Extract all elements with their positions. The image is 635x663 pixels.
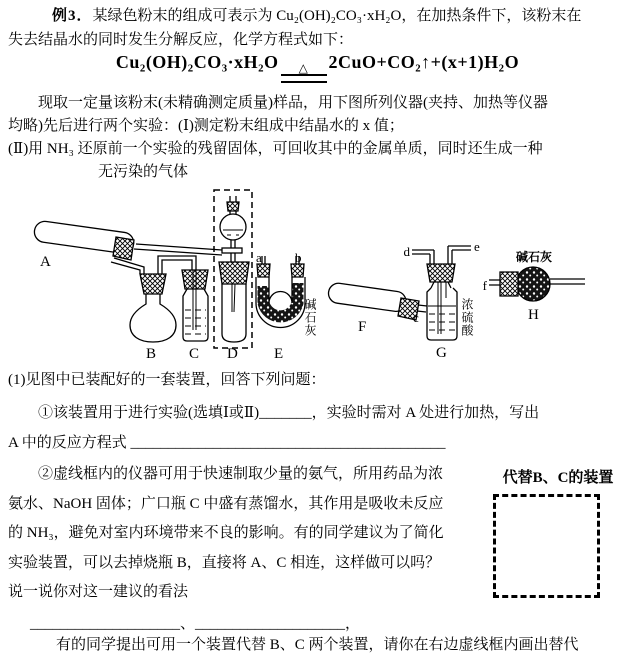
port-label-d: d — [403, 244, 410, 259]
label-d-tube: D — [227, 346, 238, 362]
question-1-sub — [8, 398, 627, 458]
answer-blank-short: _______ — [259, 405, 312, 421]
q1-sub2-text: A 中的反应方程式 — [8, 435, 131, 451]
bottle-c — [182, 270, 208, 341]
apparatus-diagram — [0, 186, 635, 366]
drying-bulb-h — [489, 267, 585, 301]
q2-line: 的 NH₃，避免对室内环境带来不良的影响。有的同学建议为了简化 — [8, 525, 444, 541]
setup-paragraph — [8, 92, 627, 184]
label-h: H — [528, 307, 539, 323]
intro-line-2: 失去结晶水的同时发生分解反应，化学方程式如下： — [8, 32, 354, 48]
ammonia-generator-d — [214, 190, 252, 348]
intro-line-1 — [8, 4, 627, 28]
answer-blanks-line: ____________________、____________________， — [30, 616, 361, 632]
apparatus-svg — [0, 186, 635, 366]
setup-line-1: 现取一定量该粉末(未精确测定质量)样品，用下图所列仪器(夹持、加热等仪器 — [38, 95, 548, 111]
reaction-condition — [281, 63, 327, 83]
soda-lime-label-e: 碱石灰 — [303, 298, 317, 337]
label-b: B — [146, 346, 157, 362]
label-a: A — [40, 254, 51, 270]
delta-symbol: △ — [298, 61, 309, 75]
test-tube-a — [33, 220, 222, 274]
setup-line-4: 无污染的气体 — [98, 164, 189, 180]
setup-line-3: (Ⅱ)用 NH₃ 还原前一个实验的残留固体，可回收其中的金属单质，同时还生成一种 — [8, 141, 543, 157]
q1-sub1-text-b: ，实验时需对 A 处进行加热，写出 — [311, 405, 540, 421]
answer-blank-long: __________________________________________ — [130, 435, 446, 451]
question-1-sub1-line — [8, 398, 627, 428]
soda-lime-label-h: 碱石灰 — [515, 250, 553, 264]
q2-line: ②虚线框内的仪器可用于快速制取少量的氨气，所用药品为浓 — [38, 466, 444, 482]
equation-rhs: 2CuO+CO₂↑+(x+1)H₂O — [328, 52, 520, 72]
q2-line: 说一说你对这一建议的看法 — [8, 584, 189, 600]
port-label-a: a — [256, 250, 262, 265]
setup-line-2: 均略)先后进行两个实验：(Ⅰ)测定粉末组成中结晶水的 x 值； — [8, 118, 404, 134]
q2-line: 实验装置，可以去掉烧瓶 B，直接将 A、C 相连，这样做可以吗？ — [8, 554, 441, 571]
u-tube-e — [256, 256, 305, 328]
question-1-sub2-line — [8, 428, 627, 458]
label-f-tube: F — [358, 319, 367, 335]
port-label-f: f — [482, 278, 487, 293]
closing-paragraph: 有的同学提出可用一个装置代替 B、C 两个装置，请你在右边虚线框内画出替代 — [56, 637, 579, 653]
label-e: E — [274, 346, 284, 362]
replacement-box-area — [488, 466, 628, 598]
equation-double-bar — [281, 74, 327, 83]
replacement-box-title: 代替B、C的装置 — [502, 470, 614, 486]
q2-line: 氨水、NaOH 固体；广口瓶 C 中盛有蒸馏水，其作用是吸收未反应 — [8, 495, 444, 512]
label-c-bottle: C — [189, 346, 200, 362]
label-g: G — [436, 345, 447, 361]
question-2-paragraph — [8, 460, 486, 608]
chemical-equation — [0, 52, 635, 83]
equation-lhs: Cu₂(OH)₂CO₃·xH₂O — [115, 52, 279, 72]
port-label-b: b — [295, 250, 302, 265]
conc-sulfuric-acid-label: 浓硫酸 — [460, 298, 474, 337]
question-1-text: (1)见图中已装配好的一套装置，回答下列问题： — [8, 372, 326, 388]
replacement-drawing-box — [493, 494, 600, 598]
intro-paragraph — [8, 4, 627, 52]
intro-line-1-text: 某绿色粉末的组成可表示为 Cu₂(OH)₂CO₃·xH₂O，在加热条件下，该粉末在 — [92, 8, 582, 24]
example-label: 例3． — [52, 8, 93, 24]
port-label-c: c — [413, 310, 419, 325]
q1-sub1-text-a: ①该装置用于进行实验(选填Ⅰ或Ⅱ) — [38, 405, 260, 421]
port-label-e: e — [474, 239, 480, 254]
